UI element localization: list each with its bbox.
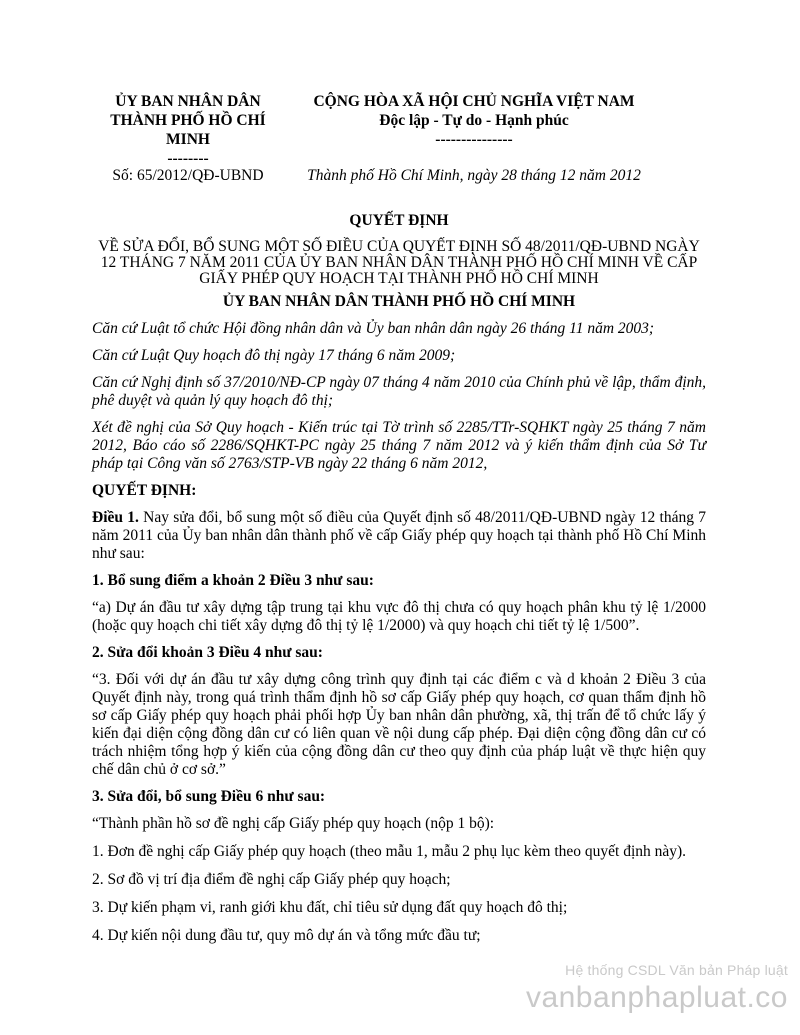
authority-line: MINH bbox=[166, 131, 210, 148]
legal-basis: Căn cứ Luật Quy hoạch đô thị ngày 17 tháng 6 năm 2009; bbox=[92, 347, 456, 364]
issue-date: Thành phố Hồ Chí Minh, ngày 28 tháng 12 năm 2012 bbox=[307, 167, 641, 184]
site-watermark bbox=[526, 962, 788, 1016]
section-text: “a) Dự án đầu tư xây dựng tập trung tại khu vực đô thị chưa có quy hoạch phân khu tỷ lệ 1/2000 (hoặc quy hoạch chi tiết xây dựng đô thị tỷ lệ 1/2000) và quy hoạch chi tiết tỷ lệ 1/500”. bbox=[92, 599, 706, 634]
legal-basis: Căn cứ Nghị định số 37/2010/NĐ-CP ngày 07 tháng 4 năm 2010 của Chính phủ về lập, thẩm định, phê duyệt và quản lý quy hoạch đô thị; bbox=[92, 374, 706, 409]
country-name: CỘNG HÒA XÃ HỘI CHỦ NGHĨA VIỆT NAM bbox=[313, 93, 635, 110]
document-number: Số: 65/2012/QĐ-UBND bbox=[112, 167, 264, 184]
national-motto bbox=[296, 92, 652, 149]
document-body bbox=[92, 203, 706, 945]
section-heading: 2. Sửa đổi khoản 3 Điều 4 như sau: bbox=[92, 644, 323, 661]
issuing-authority bbox=[100, 92, 276, 168]
issuing-body-heading: ỦY BAN NHÂN DÂN THÀNH PHỐ HỒ CHÍ MINH bbox=[222, 293, 576, 310]
authority-divider: -------- bbox=[167, 150, 209, 167]
list-item: 1. Đơn đề nghị cấp Giấy phép quy hoạch (theo mẫu 1, mẫu 2 phụ lục kèm theo quyết định này). bbox=[92, 843, 687, 860]
list-item: 4. Dự kiến nội dung đầu tư, quy mô dự án và tổng mức đầu tư; bbox=[92, 927, 481, 944]
document-subtitle: VỀ SỬA ĐỔI, BỔ SUNG MỘT SỐ ĐIỀU CỦA QUYẾT ĐỊNH SỐ 48/2011/QĐ-UBND NGÀY 12 THÁNG 7 NĂM 2011 CỦA ỦY BAN NHÂN DÂN THÀNH PHỐ HỒ CHÍ MINH VỀ CẤP GIẤY PHÉP QUY HOẠCH TẠI THÀNH PHỐ HỒ CHÍ MINH bbox=[98, 238, 700, 287]
section-text: “3. Đối với dự án đầu tư xây dựng công trình quy định tại các điểm c và d khoản 2 Điều 3 của Quyết định này, trong quá trình thẩm định hồ sơ cấp Giấy phép quy hoạch, cơ quan thẩm định hồ sơ cấp Giấy phép quy hoạch phải phối hợp Ủy ban nhân dân phường, xã, thị trấn để tổ chức lấy ý kiến đại diện cộng đồng dân cư có liên quan về nội dung cấp phép. Đại diện cộng đồng dân cư có trách nhiệm tổng hợp ý kiến của cộng đồng dân cư theo quy định của pháp luật về thực hiện quy chế dân chủ ở cơ sở.” bbox=[92, 671, 706, 778]
list-item: 2. Sơ đồ vị trí địa điểm đề nghị cấp Giấy phép quy hoạch; bbox=[92, 871, 451, 888]
authority-line: ỦY BAN NHÂN DÂN bbox=[115, 93, 261, 110]
legal-basis: Căn cứ Luật tổ chức Hội đồng nhân dân và Ủy ban nhân dân ngày 26 tháng 11 năm 2003; bbox=[92, 320, 655, 337]
section-heading: 3. Sửa đổi, bổ sung Điều 6 như sau: bbox=[92, 788, 326, 805]
authority-line: THÀNH PHỐ HỒ CHÍ bbox=[110, 112, 266, 129]
section-heading: 1. Bổ sung điểm a khoản 2 Điều 3 như sau: bbox=[92, 572, 374, 589]
article-1 bbox=[92, 509, 706, 563]
motto: Độc lập - Tự do - Hạnh phúc bbox=[379, 112, 569, 129]
section-text: “Thành phần hồ sơ đề nghị cấp Giấy phép quy hoạch (nộp 1 bộ): bbox=[92, 815, 495, 832]
list-item: 3. Dự kiến phạm vi, ranh giới khu đất, chỉ tiêu sử dụng đất quy hoạch đô thị; bbox=[92, 899, 568, 916]
article-text: Nay sửa đổi, bổ sung một số điều của Quyết định số 48/2011/QĐ-UBND ngày 12 tháng 7 năm 2011 của Ủy ban nhân dân thành phố về cấp Giấy phép quy hoạch tại thành phố Hồ Chí Minh như sau: bbox=[92, 509, 707, 562]
document-title: QUYẾT ĐỊNH bbox=[349, 212, 449, 229]
article-label: Điều 1. bbox=[92, 509, 139, 526]
watermark-domain: vanbanphapluat.co bbox=[525, 981, 788, 1014]
watermark-caption: Hệ thống CSDL Văn bản Pháp luật bbox=[565, 962, 788, 978]
legal-basis: Xét đề nghị của Sở Quy hoạch - Kiến trúc tại Tờ trình số 2285/TTr-SQHKT ngày 25 tháng 7 năm 2012, Báo cáo số 2286/SQHKT-PC ngày 25 tháng 7 năm 2012 và ý kiến thẩm định của Sở Tư pháp tại Công văn số 2763/STP-VB ngày 22 tháng 6 năm 2012, bbox=[92, 419, 706, 472]
decision-heading: QUYẾT ĐỊNH: bbox=[92, 482, 197, 499]
motto-divider: --------------- bbox=[435, 131, 513, 148]
